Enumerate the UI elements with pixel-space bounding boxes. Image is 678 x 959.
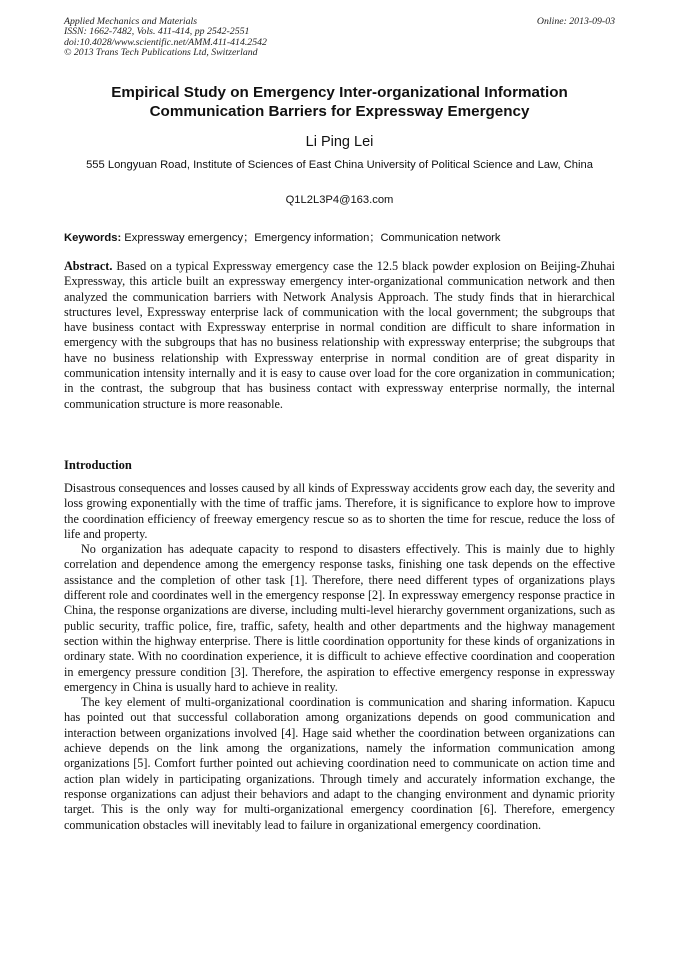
author-email: Q1L2L3P4@163.com [285,194,394,206]
online-date: Online: 2013-09-03 [536,16,615,27]
keywords-label: Keywords: [64,232,122,244]
author-affiliation: 555 Longyuan Road, Institute of Sciences of East China University of Political Science and Law, China [86,159,593,171]
intro-paragraph-1: Disastrous consequences and losses caused by all kinds of Expressway accidents grow each day, the severity and loss growing exponentially with the time of traffic jams. Therefore, it is significance to explore how to improve the coordination efficiency of freeway emergency rescue so as to shorten the time for rescue, reduce the loss of life and property. [64,481,615,541]
keywords-text: Expressway emergency；Emergency information；Communication network [121,232,501,244]
abstract-text: Based on a typical Expressway emergency case the 12.5 black powder explosion on Beijing-Zhuhai Expressway, this article built an expressway emergency inter-organizational communication network and then analyzed the communication barriers with Network Analysis Approach. The study finds that in hierarchical structures level, Expressway enterprise lack of communication with the local government; the subgroups that have business contact with Expressway enterprise in normal condition are difficult to share information in emergency with the subgroups that has no business relationship with expressway enterprise; the subgroups that have no business relationship with Expressway enterprise in normal condition are of great disparity in communication intensity internally and it is easy to cause over load for the core organization in communication; in the contrast, the subgroup that has business contact with expressway enterprise normally, the internal communication structure is more reasonable. [64,259,615,411]
keywords [64,231,615,245]
intro-paragraph-2: No organization has adequate capacity to respond to disasters effectively. This is mainly due to highly correlation and dependence among the emergency response tasks, finishing one task depends on the effective assistance and the completion of other task [1]. Therefore, there need different types of organizations plays different role and coordinates well in the emergency response [2]. In expressway emergency response practice in China, the response organizations are diverse, including multi-level hierarchy government organizations, such as public security, traffic police, fire, traffic, safety, health and other departments and the highway management section within the highway enterprise. There is little coordination opportunity for these kinds of organizations in ordinary state. With no coordination experience, it is difficult to achieve effective coordination and cooperation in emergency pressure condition [3]. Therefore, the aspiration to effective emergency response in expressway emergency in China is usually hard to achieve in reality. [64,542,615,694]
journal-header [64,17,615,59]
copyright-line: © 2013 Trans Tech Publications Ltd, Switzerland [64,47,258,59]
doi-line: doi:10.4028/www.scientific.net/AMM.411-414.2542 [64,36,267,48]
paper-title: Empirical Study on Emergency Inter-organizational Information Communication Barriers for Expressway Emergency [111,84,568,120]
intro-paragraph-3: The key element of multi-organizational coordination is communication and sharing information. Kapucu has pointed out that successful collaboration among organizations depends on good communication and interaction between organizations involved [4]. Hage said whether the coordination between organizations can achieve depends on the link among the organizations, namely the information communication among organizations [5]. Comfort further pointed out achieving coordination need to communicate on action time and action plan widely in participating organizations. Through timely and accurately information exchange, the response organizations can adjust their behaviors and adapt to the changing environment and dynamic priority target. This is the only way for multi-organizational emergency coordination [6]. Therefore, emergency communication obstacles will inevitably lead to failure in organizational emergency coordination. [64,695,615,832]
introduction-body [64,481,615,833]
abstract-label: Abstract. [64,259,113,273]
abstract [64,259,615,412]
issn-line: ISSN: 1662-7482, Vols. 411-414, pp 2542-2551 [64,26,250,38]
section-heading-introduction: Introduction [64,458,132,472]
journal-name: Applied Mechanics and Materials [64,16,198,27]
author-name: Li Ping Lei [305,134,374,150]
